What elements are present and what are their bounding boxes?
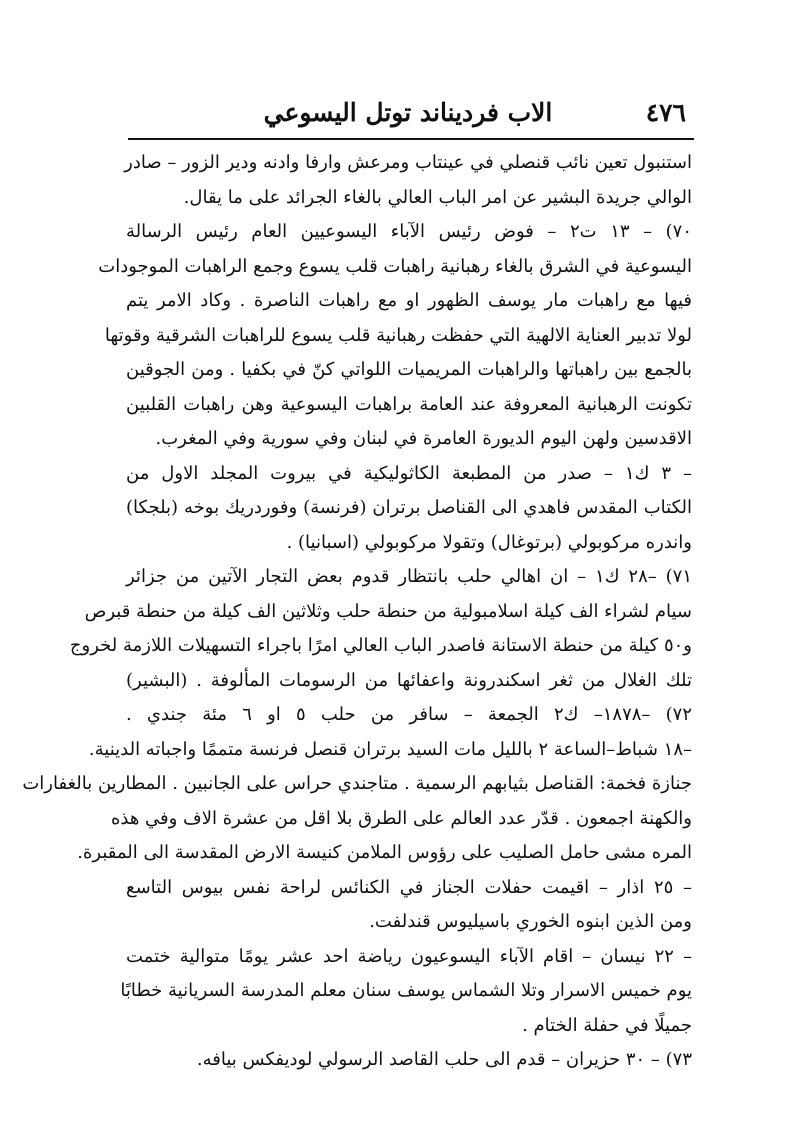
text-line: بالجمع بين راهباتها والراهبات المريميات اللواتي كنّ في بكفيا . ومن الجوقين — [126, 359, 692, 380]
text-line: – ٢٢ نيسان – اقام الآباء اليسوعيون رياضة احد عشر يومًا متوالية ختمت — [126, 945, 692, 967]
page-number: ٤٧٦ — [645, 98, 686, 127]
text-line: جنازة فخمة: القناصل بثيابهم الرسمية . متاجندي حراس على الجانبين . المطارين بالغفارات — [22, 773, 692, 794]
header-rule — [128, 138, 694, 140]
text-line: سيام لشراء الف كيلة اسلامبولية من حنطة حلب وثلاثين الف كيلة من حنطة قبرص — [84, 600, 692, 622]
text-line: اليسوعية في الشرق بالغاء رهبانية راهبات قلب يسوع وجمع الراهبات الموجودات — [98, 255, 692, 277]
text-line: الوالي جريدة البشير عن امر الباب العالي بالغاء الجرائد على ما يقال. — [183, 186, 692, 208]
text-line: – ٣ ك١ – صدر من المطبعة الكاثوليكية في بيروت المجلد الاول من — [126, 462, 693, 484]
text-line: تلك الغلال من ثغر اسكندرونة واعفائها من الرسومات المألوفة . (البشير) — [126, 669, 692, 691]
text-line: واندره مركوبولي (برتوغال) وتقولا مركوبولي (اسبانيا) . — [286, 531, 692, 553]
text-line: ٧٢) –١٨٧٨– ك٢ الجمعة – سافر من حلب ٥ او ٦ مئة جندي . — [126, 704, 692, 725]
text-line: ومن الذين ابنوه الخوري باسيليوس قندلفت. — [369, 911, 692, 932]
text-line: فيها مع راهبات مار يوسف الظهور او مع راهبات الناصرة . وكاد الامر يتم — [126, 290, 692, 311]
running-title: الاب فرديناند توتل اليسوعي — [263, 98, 553, 127]
text-line: جميلًا في حفلة الختام . — [522, 1014, 692, 1036]
text-line: يوم خميس الاسرار وتلا الشماس يوسف سنان معلم المدرسة السريانية خطابًا — [120, 980, 692, 1001]
text-line: الاقدسين ولهن اليوم الديورة العامرة في لبنان وفي سورية وفي المغرب. — [155, 428, 692, 449]
text-line: ٧٣) – ٣٠ حزيران – قدم الى حلب القاصد الرسولي لوديفكس بيافه. — [196, 1049, 692, 1070]
text-line: و٥٠ كيلة من حنطة الاستانة فاصدر الباب العالي امرًا باجراء التسهيلات اللازمة لخروج — [69, 635, 692, 656]
text-line: لولا تدبير العناية الالهية التي حفظت رهبانية قلب يسوع للراهبات الشرقية وقوتها — [104, 324, 692, 346]
body-text — [22, 146, 693, 1078]
text-line: ٧٠) – ١٣ ت٢ – فوض رئيس الآباء اليسوعيين العام رئيس الرسالة — [126, 221, 693, 242]
text-line: ٧١) –٢٨ ك١ – ان اهالي حلب بانتظار قدوم بعض التجار الآتين من جزائر — [126, 566, 693, 587]
text-line: تكونت الرهبانية المعروفة عند العامة براهبات اليسوعية وهن راهبات القلبين — [126, 393, 692, 415]
text-line: استنبول تعين نائب قنصلي في عينتاب ومرعش وارفا وادنه ودير الزور – صادر — [124, 152, 692, 173]
page-header — [122, 92, 694, 134]
text-line: الكتاب المقدس فاهدي الى القناصل برتران (فرنسة) وفوردريك بوخه (بلجكا) — [126, 497, 692, 518]
text-line: – ٢٥ اذار – اقيمت حفلات الجناز في الكنائس لراحة نفس بيوس التاسع — [126, 876, 692, 898]
text-line: والكهنة اجمعون . قدّر عدد العالم على الطرق بلا اقل من عشرة الاف وفي هذه — [110, 807, 692, 829]
text-line: –١٨ شباط–الساعة ٢ بالليل مات السيد برتران قنصل فرنسة متممًا واجباته الدينية. — [88, 738, 692, 760]
text-line: المره مشى حامل الصليب على رؤوس الملامن كنيسة الارض المقدسة الى المقبرة. — [77, 842, 692, 863]
